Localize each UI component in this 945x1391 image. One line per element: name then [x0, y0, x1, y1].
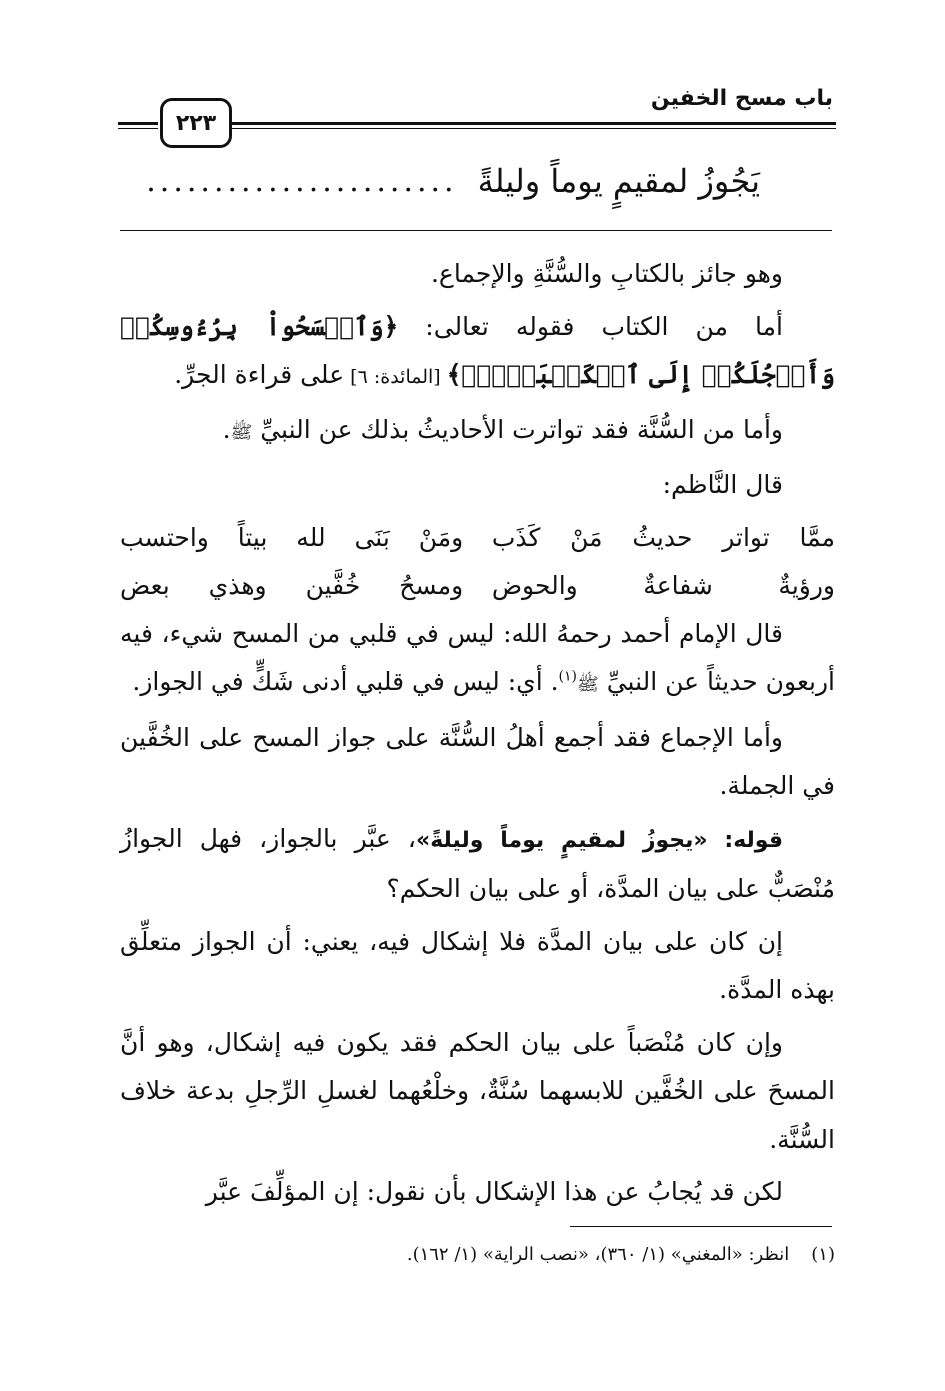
- paragraph-2-tail: على قراءة الجرِّ.: [174, 360, 345, 389]
- paragraph-8: [120, 918, 835, 1015]
- page-number: ٢٢٣: [160, 98, 232, 148]
- paragraph-7: [120, 815, 835, 914]
- paragraph-5-text: قال الإمام أحمد رحمهُ الله: ليس في قلبي من المسح شيء، فيه أربعون حديثاً عن النبيِّ: [120, 618, 835, 696]
- paragraph-6: [120, 714, 835, 811]
- matn-dots: .......................: [146, 163, 458, 199]
- salla-glyph: ﷺ: [230, 421, 253, 443]
- paragraph-7-text: ، عبَّر بالجواز، فهل الجوازُ مُنْصَبٌّ على بيان المدَّة، أو على بيان الحكم؟: [120, 823, 835, 903]
- paragraph-8-text: إن كان على بيان المدَّة فلا إشكال فيه، يعني: أن الجواز متعلِّق بهذه المدَّة.: [120, 926, 835, 1004]
- matn-quote: «يجوزُ لمقيمٍ يوماً وليلةً»: [416, 827, 708, 853]
- verse-1-first-hemistich: ممَّا تواتر حديثُ مَنْ كَذَب: [491, 522, 835, 552]
- paragraph-5: [120, 610, 835, 710]
- poem-verses: [120, 514, 835, 610]
- salla-glyph: ﷺ: [577, 674, 599, 695]
- paragraph-10-text: لكن قد يُجابُ عن هذا الإشكال بأن نقول: إن المؤلِّفَ عبَّر: [205, 1177, 783, 1206]
- paragraph-9: [120, 1019, 835, 1165]
- footnote-marker: (١): [558, 668, 578, 685]
- commentary-body: [120, 250, 835, 1221]
- paragraph-4: [120, 461, 835, 510]
- paragraph-3: [120, 406, 835, 458]
- paragraph-10: [120, 1168, 835, 1217]
- verse-reference: [المائدة: ٦]: [344, 366, 447, 388]
- paragraph-2: [120, 303, 835, 402]
- header-rule-left: [118, 122, 158, 129]
- paragraph-2-intro: أما من الكتاب فقوله تعالى:: [398, 311, 783, 341]
- paragraph-1-text: وهو جائز بالكتابِ والسُّنَّةِ والإجماع.: [430, 259, 783, 288]
- paragraph-3-text: وأما من السُّنَّة فقد تواترت الأحاديثُ بذلك عن النبيِّ: [252, 414, 783, 444]
- quran-verse: ﴿وَٱمۡسَحُواْ بِرُءُوسِكُمۡ وَأَرۡجُلَكُمۡ إِلَى ٱلۡكَعۡبَيۡنِۚ﴾: [120, 311, 835, 389]
- footnote-text: انظر: «المغني» (١/ ٣٦٠)، «نصب الراية» (١/ ١٦٢).: [406, 1244, 790, 1265]
- verse-2-second-hemistich: ومسحُ خُفَّين وهذي بعض: [120, 570, 464, 600]
- paragraph-6-text: وأما الإجماع فقد أجمع أهلُ السُّنَّة على جواز المسح على الخُفَّين في الجملة.: [120, 722, 835, 800]
- paragraph-5-tail: . أي: ليس في قلبي أدنى شَكٍّ في الجواز.: [132, 667, 559, 696]
- footnote-number: (١): [811, 1244, 835, 1265]
- verse-2-first-hemistich: ورؤيةٌ شفاعةٌ والحوض: [491, 570, 835, 600]
- qawluhu-lead: قوله:: [707, 827, 783, 853]
- footnote-separator: [570, 1226, 832, 1227]
- paragraph-4-text: قال النَّاظم:: [662, 470, 783, 499]
- chapter-title: باب مسح الخفين: [650, 86, 833, 111]
- paragraph-9-text: وإن كان مُنْصَباً على بيان الحكم فقد يكون فيه إشكال، وهو أنَّ المسحَ على الخُفَّين للابسهما سُنَّةٌ، وخلْعُهما لغسلِ الرِّجلِ بدعة خلاف السُّنَّة.: [120, 1027, 835, 1154]
- footnote-1: [120, 1240, 835, 1270]
- verse-1-second-hemistich: ومَنْ بَنَى لله بيتاً واحتسب: [120, 522, 464, 552]
- header-rule-right: [228, 122, 836, 129]
- paragraph-3-end: .: [222, 414, 231, 444]
- verse-row-1: [120, 514, 835, 562]
- matn-heading: [120, 162, 760, 200]
- matn-rule: [120, 230, 832, 231]
- verse-row-2: [120, 562, 835, 610]
- matn-text: يَجُوزُ لمقيمٍ يوماً وليلةً: [477, 162, 760, 200]
- paragraph-1: [120, 250, 835, 299]
